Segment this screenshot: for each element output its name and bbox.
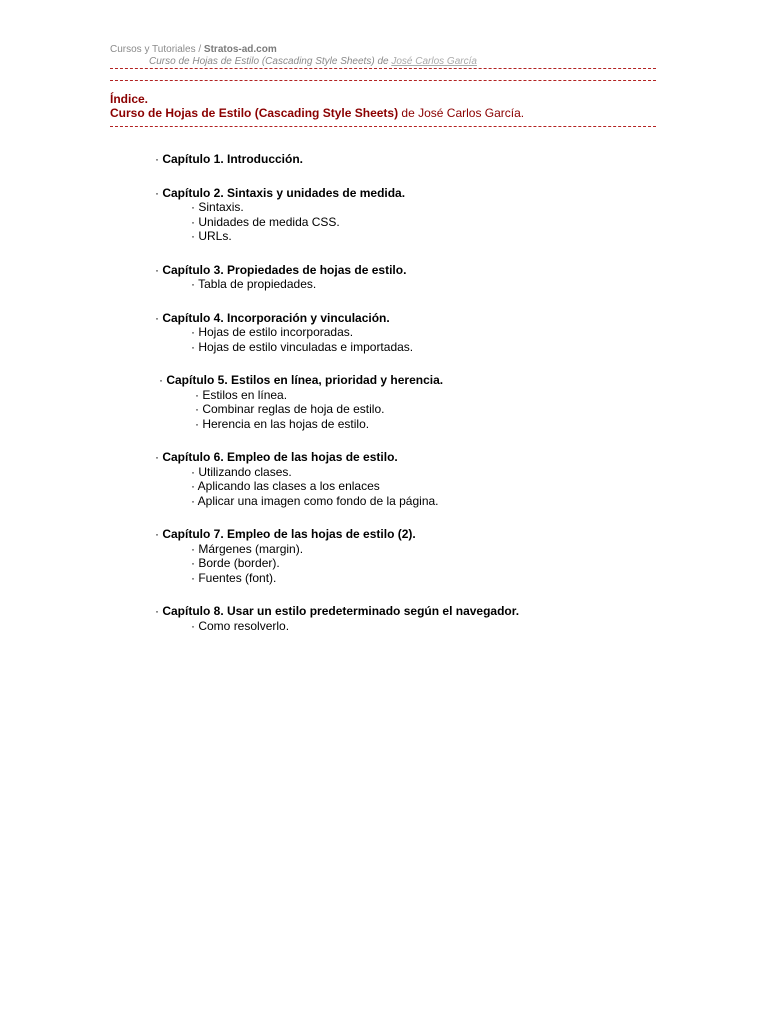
author-link[interactable]: José Carlos García [391,56,477,67]
section-text: URLs. [198,229,232,243]
course-author: de José Carlos García. [398,106,525,120]
section-text: Estilos en línea. [202,387,288,402]
bullet-marker: · [191,214,199,229]
chapter-6 [155,450,675,508]
chapter-5 [155,373,675,431]
chapter-4 [155,311,675,355]
chapter-title-link[interactable] [155,186,675,201]
section-link[interactable] [159,402,675,417]
section-link[interactable] [155,542,675,557]
bullet-marker: · [191,339,199,354]
chapter-title-link[interactable] [159,373,675,388]
section-text: Hojas de estilo vinculadas e importadas. [198,339,414,354]
section-text: Márgenes (margin). [198,541,304,556]
section-link[interactable] [155,340,675,355]
bullet-marker: · [195,402,203,416]
chapter-title-text: Capítulo 2. Sintaxis y unidades de medida. [162,185,406,200]
section-link[interactable] [155,215,675,230]
section-text: Aplicar una imagen como fondo de la página. [197,493,439,508]
bullet-marker: · [155,185,163,200]
section-link[interactable] [155,325,675,340]
course-name: Curso de Hojas de Estilo (Cascading Style Sheets) [110,106,399,120]
breadcrumb [110,44,277,55]
bullet-marker: · [191,229,199,243]
chapter-title-text: Capítulo 7. Empleo de las hojas de estilo (2). [162,527,416,541]
section-text: Fuentes (font). [198,570,277,585]
bullet-marker: · [191,464,199,479]
course-title-line [110,106,524,120]
bullet-marker: · [155,262,163,277]
section-text: Como resolverlo. [198,618,290,633]
section-link[interactable] [155,556,675,571]
section-link[interactable] [155,200,675,215]
section-text: Herencia en las hojas de estilo. [202,416,370,431]
section-link[interactable] [155,571,675,586]
bullet-marker: · [155,604,163,618]
bullet-marker: · [155,152,163,166]
bullet-marker: · [195,387,203,402]
bullet-marker: · [159,373,167,387]
divider-index [110,126,656,127]
divider-header [110,80,656,81]
site-link[interactable]: Stratos-ad.com [203,44,277,55]
subtitle-prefix: Curso de Hojas de Estilo (Cascading Style Sheets) de [149,56,392,67]
section-text: Aplicando las clases a los enlaces [197,479,380,493]
section-text: Unidades de medida CSS. [198,214,340,229]
chapter-title-link[interactable] [155,263,675,278]
chapter-title-text: Capítulo 4. Incorporación y vinculación. [162,310,390,325]
chapter-title-link[interactable] [155,311,675,326]
section-link[interactable] [159,388,675,403]
chapter-8 [155,604,675,633]
bullet-marker: · [191,570,199,585]
section-text: Hojas de estilo incorporadas. [198,325,354,339]
bullet-marker: · [155,527,163,541]
section-link[interactable] [155,494,675,509]
section-text: Sintaxis. [198,200,244,214]
section-text: Tabla de propiedades. [198,277,317,291]
section-link[interactable] [155,465,675,480]
bullet-marker: · [191,479,198,493]
header-subtitle [149,56,477,67]
chapter-1 [155,152,675,167]
bullet-marker: · [155,310,163,325]
bullet-marker: · [155,450,163,464]
section-link[interactable] [159,417,675,432]
bullet-marker: · [195,416,203,431]
chapter-2 [155,186,675,244]
section-text: Combinar reglas de hoja de estilo. [202,402,385,416]
section-link[interactable] [155,229,675,244]
breadcrumb-prefix: Cursos y Tutoriales / [110,44,204,55]
bullet-marker: · [191,200,199,214]
divider-top [110,68,656,69]
section-link[interactable] [155,277,675,292]
section-link[interactable] [155,479,675,494]
bullet-marker: · [191,556,199,570]
bullet-marker: · [191,277,199,291]
chapter-title-text: Capítulo 1. Introducción. [162,152,304,166]
table-of-contents [155,152,675,652]
chapter-title-text: Capítulo 6. Empleo de las hojas de estilo. [162,450,398,464]
chapter-title-text: Capítulo 3. Propiedades de hojas de estilo. [162,262,407,277]
page-title: Índice. [110,92,149,106]
chapter-title-link[interactable] [155,527,675,542]
chapter-title-text: Capítulo 8. Usar un estilo predeterminado según el navegador. [162,604,520,618]
section-text: Utilizando clases. [198,464,292,479]
bullet-marker: · [191,618,199,633]
chapter-title-link[interactable] [155,152,675,167]
chapter-title-text: Capítulo 5. Estilos en línea, prioridad y herencia. [166,373,444,387]
chapter-7 [155,527,675,585]
section-text: Borde (border). [198,556,280,570]
bullet-marker: · [191,493,198,508]
chapter-title-link[interactable] [155,450,675,465]
chapter-3 [155,263,675,292]
bullet-marker: · [191,325,199,339]
bullet-marker: · [191,541,199,556]
chapter-title-link[interactable] [155,604,675,619]
section-link[interactable] [155,619,675,634]
